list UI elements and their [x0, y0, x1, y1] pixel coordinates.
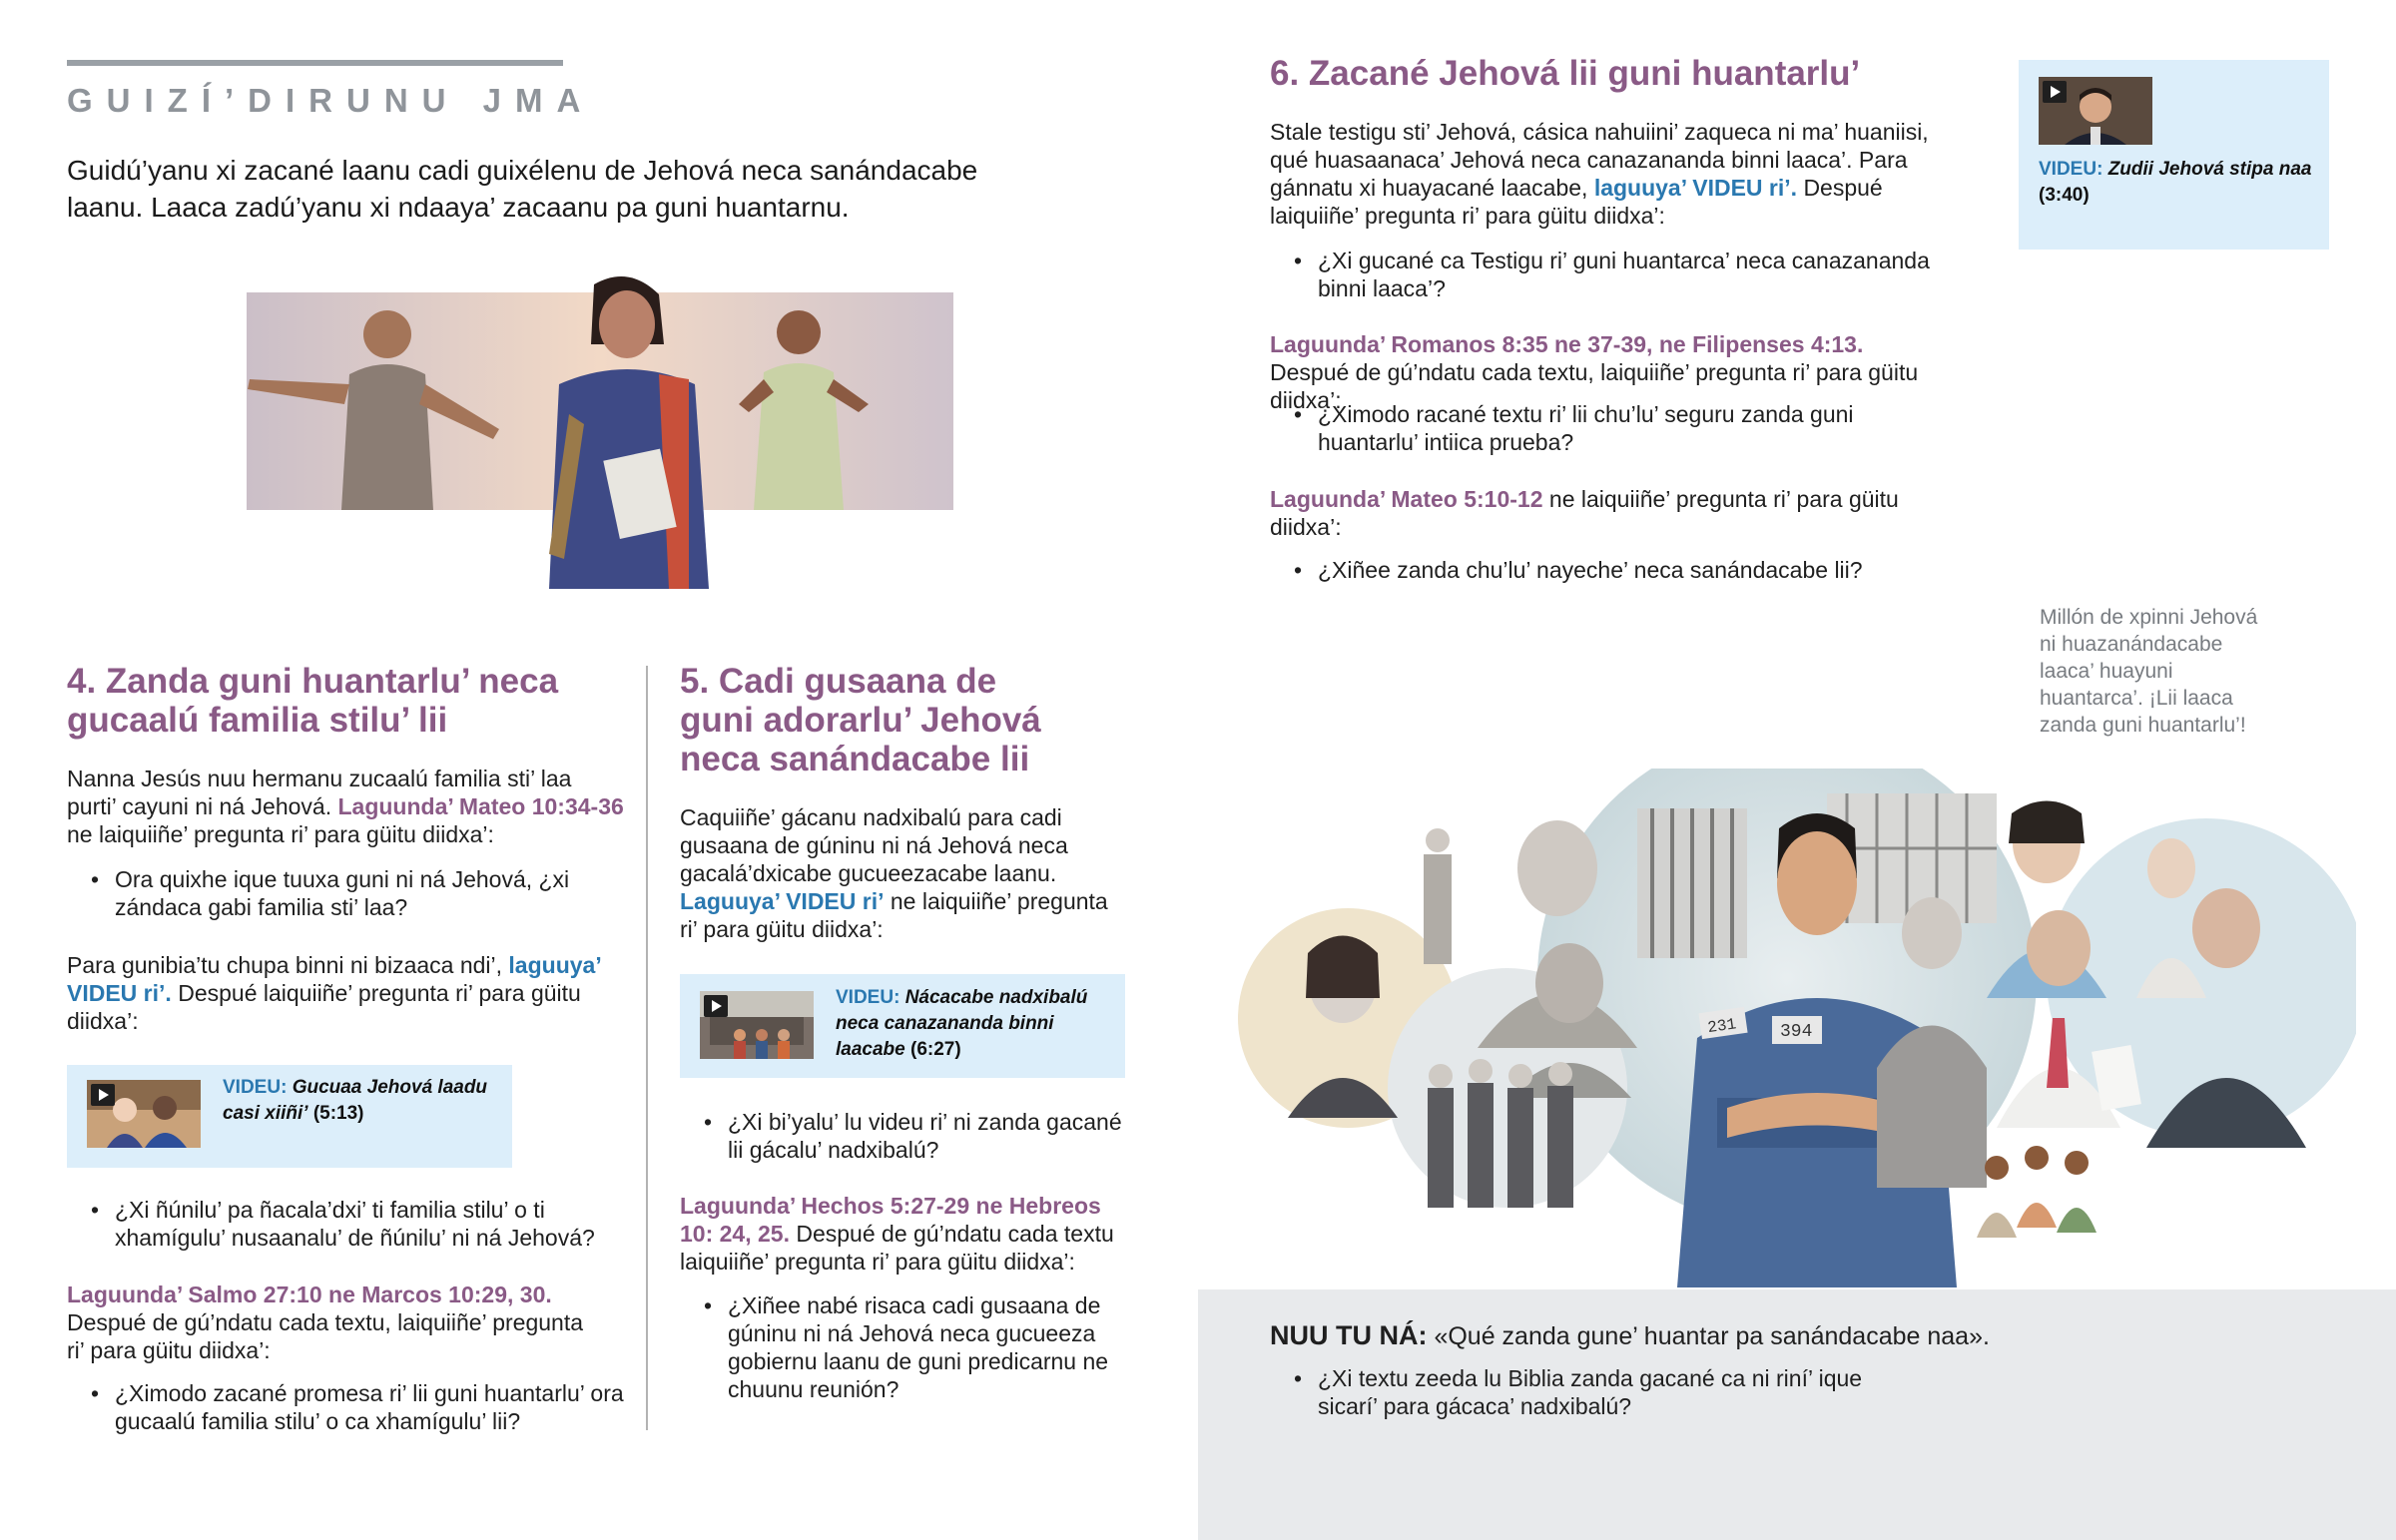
scripture-reference-link[interactable]: Laguunda’ Salmo 27:10 ne Marcos 10:29, 30. [67, 1282, 552, 1307]
section-6-paragraph-1 [1270, 118, 1949, 230]
paragraph-text: Despué de gú’ndatu cada textu laiquiiñe’ pregunta ri’ para güitu diidxa’: [680, 1221, 1114, 1275]
nuu-tu-na-quote: «Qué zanda gune’ huantar pa sanándacabe naa». [1434, 1322, 1990, 1350]
paragraph-text: ne laiquiiñe’ pregunta ri’ para güitu diidxa’: [1270, 486, 1899, 540]
question-bullet: • ¿Ximodo racané textu ri’ lii chu’lu’ seguru zanda guni huantarlu’ intiica prueba? [1270, 400, 1949, 456]
prisoner-number-badge: 394 [1780, 1022, 1813, 1042]
paragraph-text: Para gunibia’tu chupa binni ni bizaaca ndi’, [67, 952, 503, 978]
question-bullet: • ¿Xi ñúnilu’ pa ñacala’dxi’ ti familia stilu’ o ti xhamígulu’ nusaanalu’ de ñúnilu’ ni ná Jehová? [67, 1196, 626, 1252]
paragraph-text: Nanna Jesús nuu hermanu zucaalú familia sti’ laa purti’ cayuni ni ná Jehová. [67, 766, 572, 819]
question-bullet: • ¿Xi gucané ca Testigu ri’ guni huantarca’ neca canazananda binni laaca’? [1270, 247, 1949, 302]
column-divider [646, 666, 648, 1430]
scripture-reference-link[interactable]: Laguunda’ Mateo 5:10-12 [1270, 486, 1543, 512]
section-5-paragraph-1 [680, 803, 1129, 943]
nuu-tu-na-label: NUU TU NÁ: [1270, 1320, 1428, 1350]
video-caption [836, 985, 1105, 1063]
paragraph-text: ne laiquiiñe’ pregunta ri’ para güitu diidxa’: [67, 821, 494, 847]
paragraph-text: Stale testigu sti’ Jehová, cásica nahuiini’ zaqueca ni ma’ huaniisi, qué huasaanaca’ Jehová neca canazananda binni laaca’. Para gánnatu xi huayacané laacabe, [1270, 119, 1929, 201]
section-4-bullets-1 [67, 865, 626, 921]
paragraph-text: Despué de gú’ndatu cada textu, laiquiiñe’ pregunta ri’ para güitu diidxa’: [67, 1309, 584, 1363]
section-4-bullets-2 [67, 1196, 626, 1252]
paragraph-text: Despué de gú’ndatu cada textu, laiquiiñe’ pregunta ri’ para güitu diidxa’: [1270, 359, 1919, 413]
section-5-title: 5. Cadi gusaana de guni adorarlu’ Jehová neca sanándacabe lii [680, 662, 1041, 778]
section-6-paragraph-3 [1270, 485, 1939, 541]
header-rule [67, 60, 563, 66]
illustration-caption: Millón de xpinni Jehová ni huazanándacabe laaca’ huayuni huantarca’. ¡Lii laaca zanda guni huantarlu’! [2040, 606, 2258, 737]
play-icon[interactable] [91, 1084, 115, 1106]
video-title: Nácacabe nadxibalú neca canazananda binni laacabe [836, 987, 1088, 1060]
play-icon[interactable] [2043, 81, 2067, 103]
paragraph-text: ne laiquiiñe’ pregunta ri’ para güitu diidxa’: [680, 888, 1108, 942]
video-duration: (6:27) [910, 1039, 961, 1060]
family-opposition-illustration [220, 255, 958, 594]
video-title: Zudii Jehová stipa naa [2107, 159, 2312, 180]
video-link[interactable]: Laguuya’ VIDEU ri’ [680, 888, 885, 914]
video-link[interactable]: laguuya’ VIDEU ri’. [1593, 175, 1798, 201]
video-thumbnail[interactable] [2039, 77, 2152, 145]
paragraph-text: Caquiiñe’ gácanu nadxibalú para cadi gusaana de gúninu ni ná Jehová neca gacalá’dxicabe gucueezacabe laanu. [680, 804, 1068, 886]
video-label: VIDEU: [2039, 159, 2103, 180]
section-4-paragraph-2 [67, 951, 626, 1035]
section-5-paragraph-2 [680, 1192, 1129, 1276]
video-caption [223, 1075, 502, 1127]
prisoner-number-badge: 231 [1706, 1015, 1738, 1038]
video-thumbnail[interactable] [700, 991, 814, 1059]
question-bullet: • ¿Xiñee nabé risaca cadi gusaana de gúninu ni ná Jehová neca gucueeza gobiernu laanu de guni predicarnu ne chuunu reunión? [680, 1291, 1139, 1403]
section-6-bullets-1 [1270, 247, 1949, 302]
video-title: Gucuaa Jehová laadu casi xiiñi’ [223, 1077, 488, 1124]
video-label: VIDEU: [836, 987, 900, 1008]
video-caption [2039, 157, 2318, 209]
play-icon[interactable] [704, 995, 728, 1017]
section-eyebrow: GUIZÍ’DIRUNU JMA [67, 82, 595, 119]
video-thumbnail[interactable] [87, 1080, 201, 1148]
video-duration: (3:40) [2039, 185, 2090, 206]
video-card-section-5[interactable] [680, 974, 1125, 1078]
scripture-reference-link[interactable]: Laguunda’ Mateo 10:34-36 [337, 793, 624, 819]
section-6-title: 6. Zacané Jehová lii guni huantarlu’ [1270, 54, 1861, 93]
section-6-bullets-2 [1270, 400, 1949, 456]
question-bullet: • ¿Xi bi’yalu’ lu videu ri’ ni zanda gacané lii gácalu’ nadxibalú? [680, 1108, 1139, 1164]
nuu-tu-na-heading [1270, 1319, 2368, 1352]
scripture-reference-link[interactable]: Laguunda’ Romanos 8:35 ne 37-39, ne Filipenses 4:13. [1270, 331, 1864, 357]
video-card-section-4[interactable] [67, 1065, 512, 1168]
video-card-section-6[interactable] [2019, 60, 2329, 250]
section-5-bullets-2 [680, 1291, 1139, 1403]
scripture-reference-link[interactable]: Laguunda’ Hechos 5:27-29 ne Hebreos 10: 24, 25. [680, 1193, 1101, 1247]
section-4-bullets-3 [67, 1379, 626, 1435]
video-label: VIDEU: [223, 1077, 288, 1098]
nuu-tu-na-bullets [1270, 1364, 1889, 1420]
section-4-paragraph-3 [67, 1281, 606, 1364]
paragraph-text: Despué laiquiiñe’ pregunta ri’ para güitu diidxa’: [67, 980, 581, 1034]
section-4-title: 4. Zanda guni huantarlu’ neca gucaalú familia stilu’ lii [67, 662, 559, 740]
question-bullet: • Ora quixhe ique tuuxa guni ni ná Jehová, ¿xi zándaca gabi familia sti’ laa? [67, 865, 626, 921]
section-4-paragraph-1 [67, 765, 626, 848]
section-5-bullets-1 [680, 1108, 1139, 1164]
intro-text: Guidú’yanu xi zacané laanu cadi guixélenu de Jehová neca sanándacabe laanu. Laaca zadú’yanu xi ndaaya’ zacaanu pa guni huantarnu. [67, 155, 978, 223]
question-bullet: • ¿Xiñee zanda chu’lu’ nayeche’ neca sanándacabe lii? [1270, 556, 1949, 584]
question-bullet: • ¿Ximodo zacané promesa ri’ lii guni huantarlu’ ora gucaalú familia stilu’ o ca xhamígulu’ lii? [67, 1379, 626, 1435]
question-bullet: • ¿Xi textu zeeda lu Biblia zanda gacané ca ni riní’ ique sicarí’ para gácaca’ nadxibalú? [1270, 1364, 1889, 1420]
video-duration: (5:13) [312, 1103, 364, 1124]
paragraph-text: Despué laiquiiñe’ pregunta ri’ para güitu diidxa’: [1270, 175, 1883, 229]
faithful-witnesses-illustration [1228, 769, 2356, 1287]
section-6-bullets-3 [1270, 556, 1949, 584]
video-link[interactable]: laguuya’ VIDEU ri’. [67, 952, 601, 1006]
